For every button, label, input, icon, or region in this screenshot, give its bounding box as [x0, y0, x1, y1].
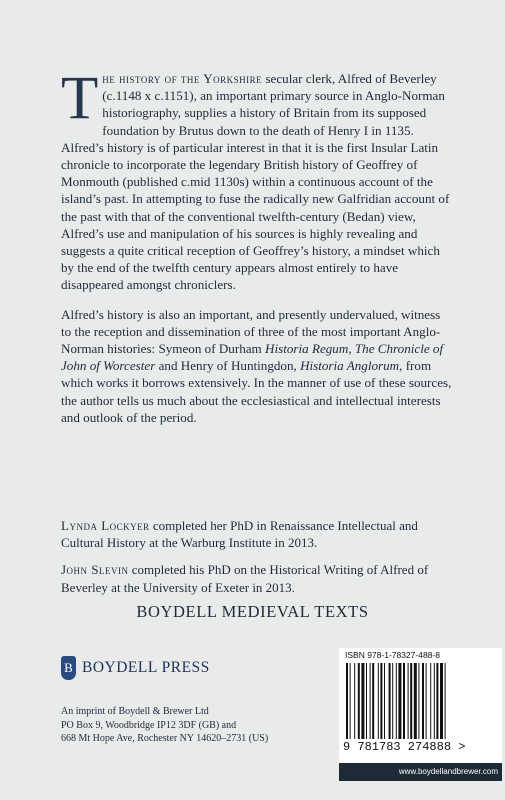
blurb-text-1: secular clerk, Alfred of Beverley (c.1148 x c.1151), an important primary source in Anglo-Norman historiography, supplies a history of Britain from its supposed foundation by Brutus down to the death of Henry I in 1135. Alfred’s history is of particular interest in that it is the first Insular Latin chronicle to incorporate the legendary British history of Geoffrey of Monmouth (published c.mid 1130s) within a continuous account of the island’s past. In attempting to fuse the radically new Galfridian account of the past with that of the conventional twelfth-century (Bedan) view, Alfred’s use and manipulation of his sources is highly revealing and suggests a quite critical reception of Geoffrey’s history, a mindset which by the end of the twelfth century appears almost entirely to have disappeared amongst chroniclers. [61, 71, 450, 293]
blurb-text-2d: , from which works it borrows extensively. In the manner of use of these sources, the author tells us much about the ecclesiastical and intellectual interests and outlook of the period. [61, 358, 452, 425]
imprint-line: 668 Mt Hope Ave, Rochester NY 14620–2731 (US) [61, 733, 269, 745]
series-title: BOYDELL MEDIEVAL TEXTS [136, 602, 369, 621]
drop-cap: T [61, 65, 99, 132]
author-name: Lynda Lockyer [61, 518, 150, 533]
blurb-text-2b: , [348, 341, 355, 357]
isbn-label: ISBN 978-1-78327-488-8 [345, 650, 440, 660]
bio-lockyer [61, 517, 461, 551]
barcode-digits: 9 781783 274888 > [343, 740, 466, 754]
bio-slevin [61, 561, 461, 595]
blurb-paragraph-1 [61, 65, 453, 294]
blurb [61, 65, 453, 438]
publisher-name: BOYDELL PRESS [82, 659, 210, 676]
author-bios [61, 517, 461, 606]
barcode-icon [344, 663, 496, 741]
publisher-logo [61, 656, 210, 680]
imprint-line: PO Box 9, Woodbridge IP12 3DF (GB) and [61, 719, 237, 731]
title-historia-anglorum: Historia Anglorum [300, 358, 400, 374]
bio-text: completed her PhD in Renaissance Intellectual and Cultural History at the Warburg Institute in 2013. [61, 518, 418, 551]
barcode-panel [339, 648, 502, 781]
publisher-website: www.boydellandbrewer.com [339, 763, 502, 781]
blurb-paragraph-2 [61, 306, 453, 426]
title-chronicle-john-worcester: The Chronicle of John of Worcester [61, 341, 444, 374]
shield-icon: B [61, 656, 76, 680]
blurb-text-2c: and Henry of Huntingdon, [155, 358, 301, 374]
author-name: John Slevin [61, 562, 129, 578]
imprint-line: An imprint of Boydell & Brewer Ltd [61, 706, 209, 717]
imprint-address [61, 705, 341, 746]
title-historia-regum: Historia Regum [265, 341, 349, 357]
blurb-text-2a: Alfred’s history is also an important, and presently undervalued, witness to the reception and dissemination of three of the most important Anglo-Norman histories: Symeon of Durham [61, 306, 441, 357]
opening-small-caps: he history of the Yorkshire [102, 71, 263, 86]
bio-text: completed his PhD on the Historical Writing of Alfred of Beverley at the University of Exeter in 2013. [61, 562, 429, 595]
